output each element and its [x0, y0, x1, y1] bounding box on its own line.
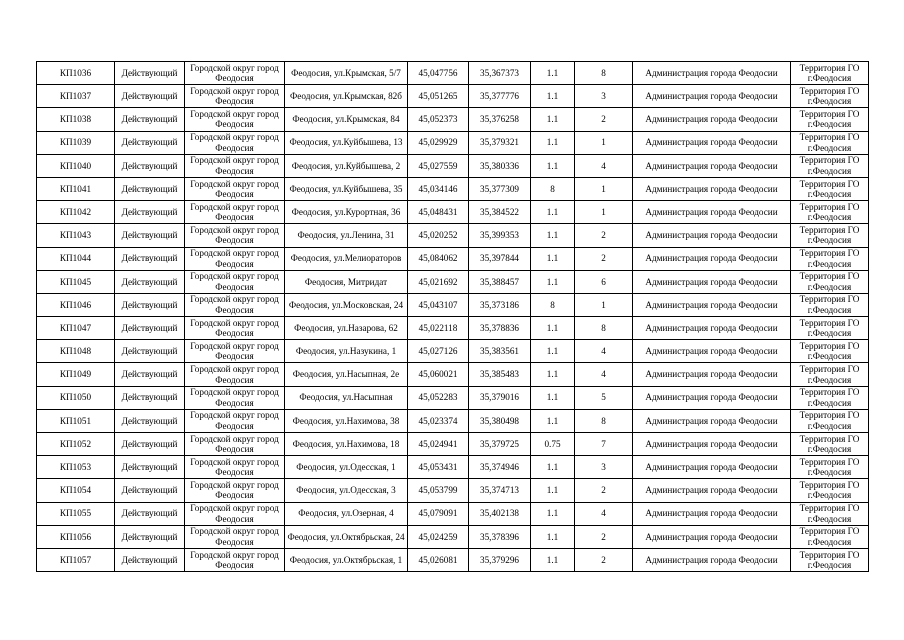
cell-point-id: КП1054: [37, 479, 115, 502]
cell-address: Феодосия, ул.Курортная, 36: [285, 201, 408, 224]
cell-owner: Администрация города Феодосии: [633, 224, 791, 247]
cell-address: Феодосия, ул.Назукина, 1: [285, 340, 408, 363]
cell-container-count: 2: [575, 548, 633, 571]
cell-territory: Территория ГО г.Феодосия: [791, 340, 869, 363]
cell-latitude: 45,023374: [408, 409, 469, 432]
cell-latitude: 45,024259: [408, 525, 469, 548]
cell-longitude: 35,379296: [469, 548, 531, 571]
cell-owner: Администрация города Феодосии: [633, 131, 791, 154]
cell-point-id: КП1056: [37, 525, 115, 548]
cell-status: Действующий: [115, 386, 185, 409]
cell-address: Феодосия, ул.Октябрьская, 1: [285, 548, 408, 571]
cell-container-count: 7: [575, 433, 633, 456]
cell-district: Городской округ город Феодосия: [185, 293, 285, 316]
cell-longitude: 35,397844: [469, 247, 531, 270]
cell-district: Городской округ город Феодосия: [185, 525, 285, 548]
cell-territory: Территория ГО г.Феодосия: [791, 131, 869, 154]
cell-longitude: 35,378836: [469, 317, 531, 340]
cell-owner: Администрация города Феодосии: [633, 201, 791, 224]
cell-status: Действующий: [115, 525, 185, 548]
cell-address: Феодосия, ул.Озерная, 4: [285, 502, 408, 525]
cell-status: Действующий: [115, 201, 185, 224]
table-row: [37, 85, 869, 108]
cell-latitude: 45,053799: [408, 479, 469, 502]
cell-container-volume: 1.1: [531, 154, 575, 177]
cell-container-count: 2: [575, 479, 633, 502]
cell-status: Действующий: [115, 131, 185, 154]
cell-address: Феодосия, ул.Куйбышева, 13: [285, 131, 408, 154]
cell-owner: Администрация города Феодосии: [633, 363, 791, 386]
cell-status: Действующий: [115, 177, 185, 200]
cell-longitude: 35,388457: [469, 270, 531, 293]
table-row: [37, 154, 869, 177]
cell-district: Городской округ город Феодосия: [185, 317, 285, 340]
cell-latitude: 45,052373: [408, 108, 469, 131]
table-row: [37, 409, 869, 432]
cell-status: Действующий: [115, 108, 185, 131]
cell-container-volume: 1.1: [531, 502, 575, 525]
cell-district: Городской округ город Феодосия: [185, 386, 285, 409]
cell-latitude: 45,020252: [408, 224, 469, 247]
cell-latitude: 45,084062: [408, 247, 469, 270]
table-row: [37, 62, 869, 85]
cell-owner: Администрация города Феодосии: [633, 62, 791, 85]
cell-owner: Администрация города Феодосии: [633, 433, 791, 456]
cell-container-volume: 1.1: [531, 525, 575, 548]
cell-point-id: КП1057: [37, 548, 115, 571]
cell-container-count: 2: [575, 247, 633, 270]
cell-container-count: 3: [575, 456, 633, 479]
cell-point-id: КП1046: [37, 293, 115, 316]
cell-owner: Администрация города Феодосии: [633, 548, 791, 571]
cell-latitude: 45,022118: [408, 317, 469, 340]
cell-latitude: 45,027559: [408, 154, 469, 177]
cell-territory: Территория ГО г.Феодосия: [791, 177, 869, 200]
table-row: [37, 201, 869, 224]
cell-status: Действующий: [115, 363, 185, 386]
cell-container-volume: 8: [531, 177, 575, 200]
cell-territory: Территория ГО г.Феодосия: [791, 409, 869, 432]
cell-owner: Администрация города Феодосии: [633, 502, 791, 525]
cell-territory: Территория ГО г.Феодосия: [791, 108, 869, 131]
cell-longitude: 35,399353: [469, 224, 531, 247]
cell-address: Феодосия, ул.Назарова, 62: [285, 317, 408, 340]
cell-longitude: 35,374946: [469, 456, 531, 479]
cell-address: Феодосия, Митридат: [285, 270, 408, 293]
cell-owner: Администрация города Феодосии: [633, 247, 791, 270]
table-row: [37, 456, 869, 479]
cell-status: Действующий: [115, 548, 185, 571]
cell-longitude: 35,377776: [469, 85, 531, 108]
cell-container-volume: 1.1: [531, 479, 575, 502]
cell-point-id: КП1049: [37, 363, 115, 386]
cell-container-count: 5: [575, 386, 633, 409]
cell-longitude: 35,367373: [469, 62, 531, 85]
cell-longitude: 35,379016: [469, 386, 531, 409]
cell-latitude: 45,026081: [408, 548, 469, 571]
cell-point-id: КП1044: [37, 247, 115, 270]
table-body: [37, 62, 869, 572]
cell-district: Городской округ город Феодосия: [185, 177, 285, 200]
cell-container-count: 1: [575, 201, 633, 224]
cell-owner: Администрация города Феодосии: [633, 293, 791, 316]
collection-points-table: [36, 61, 869, 572]
cell-district: Городской округ город Феодосия: [185, 456, 285, 479]
cell-point-id: КП1039: [37, 131, 115, 154]
cell-point-id: КП1055: [37, 502, 115, 525]
cell-status: Действующий: [115, 456, 185, 479]
cell-territory: Территория ГО г.Феодосия: [791, 386, 869, 409]
table-row: [37, 433, 869, 456]
cell-container-count: 1: [575, 131, 633, 154]
cell-longitude: 35,380336: [469, 154, 531, 177]
table-row: [37, 224, 869, 247]
table-row: [37, 108, 869, 131]
cell-address: Феодосия, ул.Насыпная, 2е: [285, 363, 408, 386]
table-row: [37, 270, 869, 293]
cell-district: Городской округ город Феодосия: [185, 247, 285, 270]
cell-container-volume: 1.1: [531, 201, 575, 224]
table-row: [37, 293, 869, 316]
cell-territory: Территория ГО г.Феодосия: [791, 293, 869, 316]
cell-longitude: 35,379725: [469, 433, 531, 456]
cell-territory: Территория ГО г.Феодосия: [791, 224, 869, 247]
cell-district: Городской округ город Феодосия: [185, 224, 285, 247]
table-row: [37, 131, 869, 154]
table-row: [37, 502, 869, 525]
cell-address: Феодосия, ул.Одесская, 1: [285, 456, 408, 479]
cell-status: Действующий: [115, 154, 185, 177]
cell-status: Действующий: [115, 409, 185, 432]
cell-owner: Администрация города Феодосии: [633, 525, 791, 548]
cell-container-volume: 1.1: [531, 409, 575, 432]
cell-container-volume: 1.1: [531, 108, 575, 131]
cell-owner: Администрация города Феодосии: [633, 270, 791, 293]
cell-owner: Администрация города Феодосии: [633, 85, 791, 108]
table-row: [37, 525, 869, 548]
cell-status: Действующий: [115, 247, 185, 270]
cell-address: Феодосия, ул.Октябрьская, 24: [285, 525, 408, 548]
cell-point-id: КП1053: [37, 456, 115, 479]
cell-latitude: 45,043107: [408, 293, 469, 316]
cell-district: Городской округ город Феодосия: [185, 154, 285, 177]
cell-owner: Администрация города Феодосии: [633, 177, 791, 200]
table-row: [37, 548, 869, 571]
cell-point-id: КП1043: [37, 224, 115, 247]
cell-owner: Администрация города Феодосии: [633, 409, 791, 432]
cell-latitude: 45,024941: [408, 433, 469, 456]
cell-longitude: 35,384522: [469, 201, 531, 224]
cell-district: Городской округ город Феодосия: [185, 502, 285, 525]
cell-district: Городской округ город Феодосия: [185, 201, 285, 224]
cell-point-id: КП1040: [37, 154, 115, 177]
cell-latitude: 45,047756: [408, 62, 469, 85]
table-row: [37, 340, 869, 363]
table-row: [37, 247, 869, 270]
table-row: [37, 386, 869, 409]
cell-address: Феодосия, ул.Куйбышева, 2: [285, 154, 408, 177]
cell-longitude: 35,380498: [469, 409, 531, 432]
cell-address: Феодосия, ул.Куйбышева, 35: [285, 177, 408, 200]
cell-container-count: 4: [575, 502, 633, 525]
cell-territory: Территория ГО г.Феодосия: [791, 479, 869, 502]
cell-district: Городской округ город Феодосия: [185, 270, 285, 293]
cell-district: Городской округ город Феодосия: [185, 131, 285, 154]
cell-container-count: 8: [575, 409, 633, 432]
cell-container-count: 8: [575, 62, 633, 85]
cell-territory: Территория ГО г.Феодосия: [791, 85, 869, 108]
cell-status: Действующий: [115, 340, 185, 363]
cell-latitude: 45,060021: [408, 363, 469, 386]
cell-container-count: 6: [575, 270, 633, 293]
cell-container-count: 2: [575, 108, 633, 131]
cell-owner: Администрация города Феодосии: [633, 317, 791, 340]
cell-container-volume: 1.1: [531, 224, 575, 247]
cell-owner: Администрация города Феодосии: [633, 386, 791, 409]
cell-container-volume: 1.1: [531, 62, 575, 85]
cell-container-count: 3: [575, 85, 633, 108]
cell-longitude: 35,383561: [469, 340, 531, 363]
cell-point-id: КП1051: [37, 409, 115, 432]
cell-container-count: 1: [575, 293, 633, 316]
cell-container-volume: 0.75: [531, 433, 575, 456]
cell-status: Действующий: [115, 62, 185, 85]
cell-container-volume: 1.1: [531, 386, 575, 409]
cell-container-volume: 1.1: [531, 85, 575, 108]
cell-longitude: 35,379321: [469, 131, 531, 154]
cell-status: Действующий: [115, 270, 185, 293]
cell-container-volume: 1.1: [531, 456, 575, 479]
cell-district: Городской округ город Феодосия: [185, 62, 285, 85]
cell-longitude: 35,377309: [469, 177, 531, 200]
cell-longitude: 35,374713: [469, 479, 531, 502]
cell-territory: Территория ГО г.Феодосия: [791, 525, 869, 548]
cell-address: Феодосия, ул.Нахимова, 38: [285, 409, 408, 432]
cell-territory: Территория ГО г.Феодосия: [791, 456, 869, 479]
cell-owner: Администрация города Феодосии: [633, 456, 791, 479]
cell-container-volume: 1.1: [531, 270, 575, 293]
cell-district: Городской округ город Феодосия: [185, 548, 285, 571]
cell-latitude: 45,034146: [408, 177, 469, 200]
cell-latitude: 45,048431: [408, 201, 469, 224]
cell-status: Действующий: [115, 479, 185, 502]
cell-owner: Администрация города Феодосии: [633, 108, 791, 131]
cell-latitude: 45,053431: [408, 456, 469, 479]
cell-territory: Территория ГО г.Феодосия: [791, 247, 869, 270]
cell-address: Феодосия, ул.Крымская, 82б: [285, 85, 408, 108]
cell-container-volume: 1.1: [531, 317, 575, 340]
cell-address: Феодосия, ул.Мелиораторов: [285, 247, 408, 270]
cell-point-id: КП1047: [37, 317, 115, 340]
cell-latitude: 45,051265: [408, 85, 469, 108]
cell-territory: Территория ГО г.Феодосия: [791, 502, 869, 525]
cell-address: Феодосия, ул.Крымская, 84: [285, 108, 408, 131]
cell-territory: Территория ГО г.Феодосия: [791, 363, 869, 386]
cell-territory: Территория ГО г.Феодосия: [791, 62, 869, 85]
cell-point-id: КП1041: [37, 177, 115, 200]
cell-latitude: 45,027126: [408, 340, 469, 363]
cell-territory: Территория ГО г.Феодосия: [791, 317, 869, 340]
cell-container-volume: 1.1: [531, 247, 575, 270]
cell-container-count: 4: [575, 363, 633, 386]
table-row: [37, 363, 869, 386]
cell-owner: Администрация города Феодосии: [633, 479, 791, 502]
cell-container-count: 8: [575, 317, 633, 340]
cell-longitude: 35,402138: [469, 502, 531, 525]
cell-container-count: 2: [575, 224, 633, 247]
cell-address: Феодосия, ул.Крымская, 5/7: [285, 62, 408, 85]
cell-territory: Территория ГО г.Феодосия: [791, 548, 869, 571]
cell-address: Феодосия, ул.Московская, 24: [285, 293, 408, 316]
cell-address: Феодосия, ул.Ленина, 31: [285, 224, 408, 247]
cell-container-volume: 1.1: [531, 131, 575, 154]
cell-container-count: 4: [575, 154, 633, 177]
cell-point-id: КП1052: [37, 433, 115, 456]
cell-point-id: КП1050: [37, 386, 115, 409]
cell-latitude: 45,021692: [408, 270, 469, 293]
cell-container-count: 2: [575, 525, 633, 548]
cell-point-id: КП1048: [37, 340, 115, 363]
cell-latitude: 45,079091: [408, 502, 469, 525]
cell-container-volume: 1.1: [531, 340, 575, 363]
cell-territory: Территория ГО г.Феодосия: [791, 154, 869, 177]
cell-district: Городской округ город Феодосия: [185, 85, 285, 108]
cell-point-id: КП1042: [37, 201, 115, 224]
cell-point-id: КП1036: [37, 62, 115, 85]
cell-longitude: 35,373186: [469, 293, 531, 316]
cell-address: Феодосия, ул.Нахимова, 18: [285, 433, 408, 456]
cell-longitude: 35,378396: [469, 525, 531, 548]
cell-district: Городской округ город Феодосия: [185, 340, 285, 363]
cell-point-id: КП1045: [37, 270, 115, 293]
cell-owner: Администрация города Феодосии: [633, 154, 791, 177]
cell-territory: Территория ГО г.Феодосия: [791, 201, 869, 224]
table-row: [37, 479, 869, 502]
cell-container-volume: 8: [531, 293, 575, 316]
cell-owner: Администрация города Феодосии: [633, 340, 791, 363]
cell-point-id: КП1037: [37, 85, 115, 108]
cell-container-volume: 1.1: [531, 548, 575, 571]
cell-district: Городской округ город Феодосия: [185, 108, 285, 131]
cell-longitude: 35,376258: [469, 108, 531, 131]
cell-latitude: 45,029929: [408, 131, 469, 154]
cell-address: Феодосия, ул.Одесская, 3: [285, 479, 408, 502]
table-row: [37, 317, 869, 340]
cell-territory: Территория ГО г.Феодосия: [791, 270, 869, 293]
cell-container-count: 4: [575, 340, 633, 363]
cell-status: Действующий: [115, 224, 185, 247]
cell-status: Действующий: [115, 502, 185, 525]
cell-status: Действующий: [115, 433, 185, 456]
cell-district: Городской округ город Феодосия: [185, 363, 285, 386]
cell-status: Действующий: [115, 293, 185, 316]
cell-status: Действующий: [115, 85, 185, 108]
cell-status: Действующий: [115, 317, 185, 340]
cell-container-volume: 1.1: [531, 363, 575, 386]
cell-territory: Территория ГО г.Феодосия: [791, 433, 869, 456]
cell-address: Феодосия, ул.Насыпная: [285, 386, 408, 409]
cell-district: Городской округ город Феодосия: [185, 433, 285, 456]
cell-latitude: 45,052283: [408, 386, 469, 409]
cell-container-count: 1: [575, 177, 633, 200]
cell-longitude: 35,385483: [469, 363, 531, 386]
cell-district: Городской округ город Феодосия: [185, 409, 285, 432]
cell-point-id: КП1038: [37, 108, 115, 131]
cell-district: Городской округ город Феодосия: [185, 479, 285, 502]
table-row: [37, 177, 869, 200]
